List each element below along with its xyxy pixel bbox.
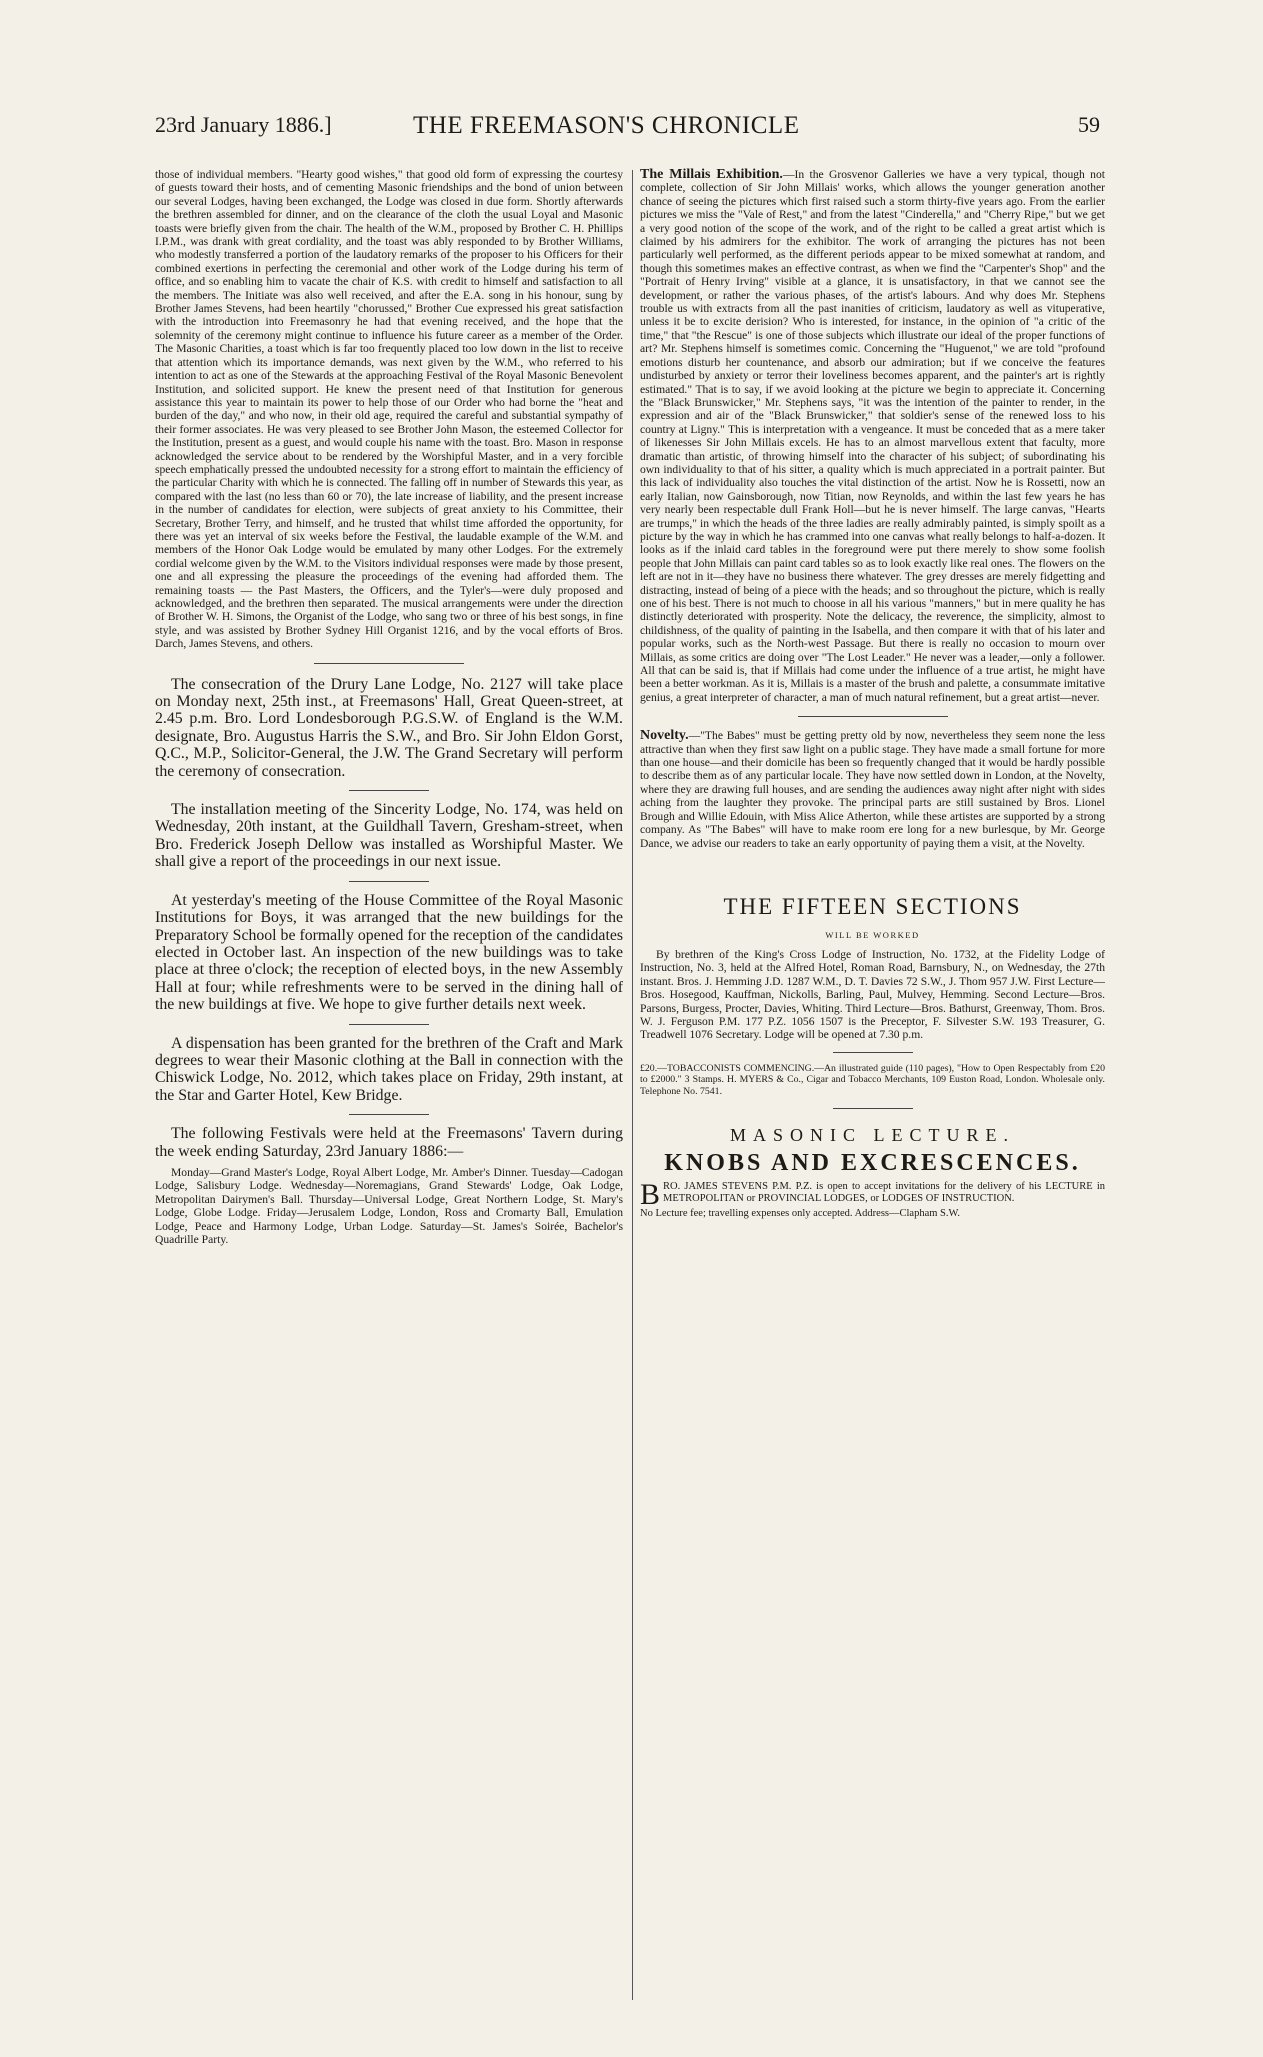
separator	[833, 1108, 913, 1109]
masonic-lecture-title: MASONIC LECTURE.	[729, 1124, 1015, 1145]
millais-article	[640, 168, 1105, 704]
separator	[349, 1114, 429, 1115]
committee-paragraph: At yesterday's meeting of the House Committee of the Royal Masonic Institutions for Boys, it was arranged that the new buildings for the Preparatory School be formally opened for the reception of the candidates elected in October last. An inspection of the new buildings was to take place at three o'clock; the reception of elected boys, in the new Assembly Hall at four; while refreshments were to be served in the dining hall of the new buildings at five. We hope to give further details next week.	[155, 891, 623, 1014]
dispensation-paragraph: A dispensation has been granted for the brethren of the Craft and Mark degrees to wear their Masonic clothing at the Ball in connection with the Chiswick Lodge, No. 2012, which takes place on Friday, 29th instant, at the Star and Garter Hotel, Kew Bridge.	[155, 1034, 623, 1104]
masthead-title: THE FREEMASON'S CHRONICLE	[413, 112, 800, 139]
fifteen-sections-title: THE FIFTEEN SECTIONS	[723, 893, 1022, 919]
fifteen-sections-subtitle: WILL BE WORKED	[825, 929, 920, 940]
separator	[314, 663, 464, 664]
left-column	[155, 168, 623, 1246]
separator	[349, 1024, 429, 1025]
lecture-advert-main: RO. JAMES STEVENS P.M. P.Z. is open to accept invitations for the delivery of his LECTURE in METROPOLITAN or PROVINCIAL LODGES, or LODGES OF INSTRUCTION.	[663, 1180, 1105, 1204]
fifteen-sections-body: By brethren of the King's Cross Lodge of Instruction, No. 1732, at the Fidelity Lodge of Instruction, No. 3, held at the Alfred Hotel, Roman Road, Barnsbury, N., on Wednesday, the 27th instant. Bros. J. Hemming J.D. 1287 W.M., D. T. Davies 72 S.W., J. Thom 957 J.W. First Lecture—Bros. Hosegood, Kauffman, Nickolls, Barling, Paul, Mulvey, Hemming. Second Lecture—Bros. Parsons, Burgess, Procter, Davies, Whiting. Third Lecture—Bros. Bathurst, Greenway, Thom. Bros. W. J. Ferguson P.M. 177 P.Z. 1056 1507 is the Preceptor, F. Silvester S.W. 193 Treasurer, G. Treadwell 1076 Secretary. Lodge will be opened at 7.30 p.m.	[640, 947, 1105, 1042]
page-number: 59	[1078, 112, 1100, 137]
issue-date: 23rd January 1886.]	[155, 112, 332, 137]
consecration-paragraph: The consecration of the Drury Lane Lodge, No. 2127 will take place on Monday next, 25th inst., at Freemasons' Hall, Great Queen-street, at 2.45 p.m. Bro. Lord Londesborough P.G.S.W. of England is the W.M. designate, Bro. Augustus Harris the S.W., and Bro. Sir John Eldon Gorst, Q.C., M.P., Solicitor-General, the J.W. The Grand Secretary will perform the ceremony of consecration.	[155, 675, 623, 780]
novelty-heading: Novelty.	[640, 728, 689, 744]
page-header	[155, 112, 1100, 148]
lecture-advert-terms: No Lecture fee; travelling expenses only accepted. Address—Clapham S.W.	[640, 1207, 961, 1219]
right-column	[640, 168, 1105, 1220]
installation-paragraph: The installation meeting of the Sincerity Lodge, No. 174, was held on Wednesday, 20th instant, at the Guildhall Tavern, Gresham-street, when Bro. Frederick Joseph Dellow was installed as Worshipful Master. We shall give a report of the proceedings in our next issue.	[155, 801, 623, 871]
drop-cap: B	[640, 1177, 661, 1211]
lecture-advert	[640, 1177, 1105, 1220]
novelty-article	[640, 729, 1105, 850]
millais-heading: The Millais Exhibition.	[640, 167, 783, 182]
separator	[798, 716, 948, 717]
novelty-body: —"The Babes" must be getting pretty old by now, nevertheless they seem none the less attractive than when they first saw light on a public stage. They have made a small fortune for more than one house—and their domicile has been so frequently changed that it would be hardly possible to describe them as of any particular locale. They have now settled down in London, at the Novelty, where they are drawing full houses, and are sending the audiences away night after night with sides aching from the laughter they provoke. The principal parts are still sustained by Bros. Lionel Brough and Willie Edouin, with Miss Alice Atherton, while these artistes are supported by a strong company. As "The Babes" will have to make room ere long for a new burlesque, by Mr. George Dance, we advise our readers to take an early opportunity of paying them a visit, at the Novelty.	[640, 729, 1105, 850]
festivals-list: Monday—Grand Master's Lodge, Royal Albert Lodge, Mr. Amber's Dinner. Tuesday—Cadogan Lodge, Salisbury Lodge. Wednesday—Noremagians, Grand Stewards' Lodge, Oak Lodge, Metropolitan Dairymen's Ball. Thursday—Universal Lodge, Great Northern Lodge, St. Mary's Lodge, Globe Lodge. Friday—Jerusalem Lodge, London, Ross and Cromarty Ball, Emulation Lodge, Peace and Harmony Lodge, Urban Lodge. Saturday—St. James's Soirée, Bachelor's Quadrille Party.	[155, 1165, 623, 1246]
separator	[833, 1052, 913, 1053]
festivals-intro: The following Festivals were held at the Freemasons' Tavern during the week ending Saturday, 23rd January 1886:—	[155, 1125, 623, 1160]
knobs-title: KNOBS AND EXCRESCENCES.	[664, 1149, 1081, 1176]
separator	[349, 881, 429, 882]
tobacconists-advert: £20.—TOBACCONISTS COMMENCING.—An illustrated guide (110 pages), "How to Open Respectably from £20 to £2000." 3 Stamps. H. MYERS & Co., Cigar and Tobacco Merchants, 109 Euston Road, London. Wholesale only. Telephone No. 7541.	[640, 1062, 1105, 1097]
column-divider	[632, 170, 633, 2000]
millais-body: —In the Grosvenor Galleries we have a very typical, though not complete, collection of Sir John Millais' works, which allows the younger generation another chance of seeing the pictures which first raised such a storm thirty-five years ago. From the earlier pictures we miss the "Vale of Rest," and from the latest "Cinderella," and "Cherry Ripe," but we get a very good notion of the scope of the work, and of the right to be called a great artist which is claimed by his admirers for the exhibitor. The work of arranging the pictures has not been particularly well performed, as the different periods appear to be mixed somewhat at random, and though this sometimes makes an effective contrast, as when we find the "Carpenter's Shop" and the "Portrait of Henry Irving" visible at a glance, it is unsatisfactory, in that we cannot see the development, or rather the various phases, of the artist's labours. And why does Mr. Stephens trouble us with extracts from all the past inanities of criticism, laudatory as well as vituperative, unless it be to excite derision? Who is interested, for instance, in the opinion of "a critic of the time," that "the Rescue" is one of those subjects which illustrate our ideal of the proper functions of art? Mr. Stephens himself is sometimes comic. Concerning the "Huguenot," we are told "profound emotions disturb her countenance, and absorb our admiration; but if we conceive the features undisturbed by anxiety or terror their loveliness becomes apparent, and the painter's art is rightly estimated." That is to say, if we avoid looking at the picture we begin to appreciate it. Concerning the "Black Brunswicker," Mr. Stephens says, "it was the intention of the painter to render, in the expression and air of the "Black Brunswicker," that soldier's sense of the renewed loss to his country at Ligny." This is interpretation with a vengeance. It must be conceded that as a mere taker of likenesses Sir John Millais excels. He has to an almost marvellous extent that faculty, more dramatic than artistic, of throwing himself into the character of his subject; of subordinating his own individuality to that of his sitter, a quality which is much appreciated in a portrait painter. But this lack of individuality also touches the vital distinction of the artist. Now he is Rossetti, now an early Italian, now Gainsborough, now Titian, now Reynolds, and within the last few years he has very nearly been respectable dull Frank Holl—but he is never himself. The large canvas, "Hearts are trumps," in which the heads of the three ladies are really admirably painted, is simply spoilt as a picture by the way in which he has crammed into one canvas what really belongs to half-a-dozen. It looks as if the inlaid card tables in the foreground were put there merely to show some foolish people that John Millais can paint card tables so as to look exactly like real ones. The flowers on the left are not in it—they have no business there whatever. The grey dresses are merely fidgetting and distracting, instead of being of a piece with the heads; and so throughout the picture, which is really one of his best. There is not much to choose in all his various "manners," but in mere quality he has distinctly deteriorated with prosperity. Note the delicacy, the reverence, the simplicity, almost to childishness, of the quality of painting in the Isabella, and then compare it with that of his later and popular works, such as the North-west Passage. But there is really no occasion to mourn over Millais, as some critics are doing over "The Lost Leader." He never was a leader,—only a follower. All that can be said is, that if Millais had come under the influence of a true artist, he might have been a better workman. As it is, Millais is a master of the brush and palette, a consummate imitative genius, a great interpreter of character, a man of much natural refinement, but a great artist—never.	[640, 168, 1105, 704]
lodge-report-paragraph: those of individual members. "Hearty good wishes," that good old form of expressing the courtesy of guests toward their hosts, and of cementing Masonic friendships and the bond of union between our several Lodges, having been exchanged, the Lodge was closed in due form. Shortly afterwards the brethren assembled for dinner, and on the clearance of the cloth the usual Loyal and Masonic toasts were briefly given from the chair. The health of the W.M., proposed by Brother C. H. Phillips I.P.M., was drank with great cordiality, and the toast was ably responded to by Brother Williams, who modestly transferred a portion of the laudatory remarks of the proposer to his Officers for their combined exertions in perfecting the ceremonial and other work of the Lodge during his term of office, and so enabling him to vacate the chair of K.S. with credit to himself and satisfaction to all the members. The Initiate was also well received, and after the E.A. song in his honour, sung by Brother James Stevens, had been heartily "chorussed," Brother Cue expressed his great satisfaction with the introduction into Freemasonry he had that evening received, and the hope that the solemnity of the ceremony might continue to influence his future career as a member of the Order. The Masonic Charities, a toast which is far too frequently placed too low down in the list to receive that attention which its importance demands, was next given by the W.M., who referred to his intention to act as one of the Stewards at the approaching Festival of the Royal Masonic Benevolent Institution, and solicited support. He knew the present need of that Institution for generous assistance this year to maintain its power to help those of our Order who had borne the "heat and burden of the day," and who now, in their old age, required the careful and substantial sympathy of their former associates. He was very pleased to see Brother John Mason, the esteemed Collector for the Institution, present as a guest, and would couple his name with the toast. Bro. Mason in response acknowledged the service about to be rendered by the Worshipful Master, and in a very forcible speech emphatically pressed the undoubted necessity for a strong effort to maintain the efficiency of the particular Charity with which he is connected. The falling off in number of Stewards this year, as compared with the last (no less than 60 or 70), the late increase of liability, and the present increase in the number of candidates for election, were subjects of great anxiety to his Committee, their Secretary, Brother Terry, and himself, and he trusted that whilst time afforded the opportunity, for there was yet an interval of six weeks before the Festival, the laudable example of the W.M. and members of the Honor Oak Lodge would be emulated by many other Lodges. For the extremely cordial welcome given by the W.M. to the Visitors individual responses were made by those present, one and all expressing the pleasure the proceedings of the evening had afforded them. The remaining toasts — the Past Masters, the Officers, and the Tyler's—were duly proposed and acknowledged, and the brethren then separated. The musical arrangements were under the direction of Brother W. H. Simons, the Organist of the Lodge, who sang two or three of his best songs, in fine style, and was assisted by Brother Sydney Hill Organist 1216, and by the vocal efforts of Bros. Darch, James Stevens, and others.	[155, 168, 623, 651]
separator	[349, 790, 429, 791]
